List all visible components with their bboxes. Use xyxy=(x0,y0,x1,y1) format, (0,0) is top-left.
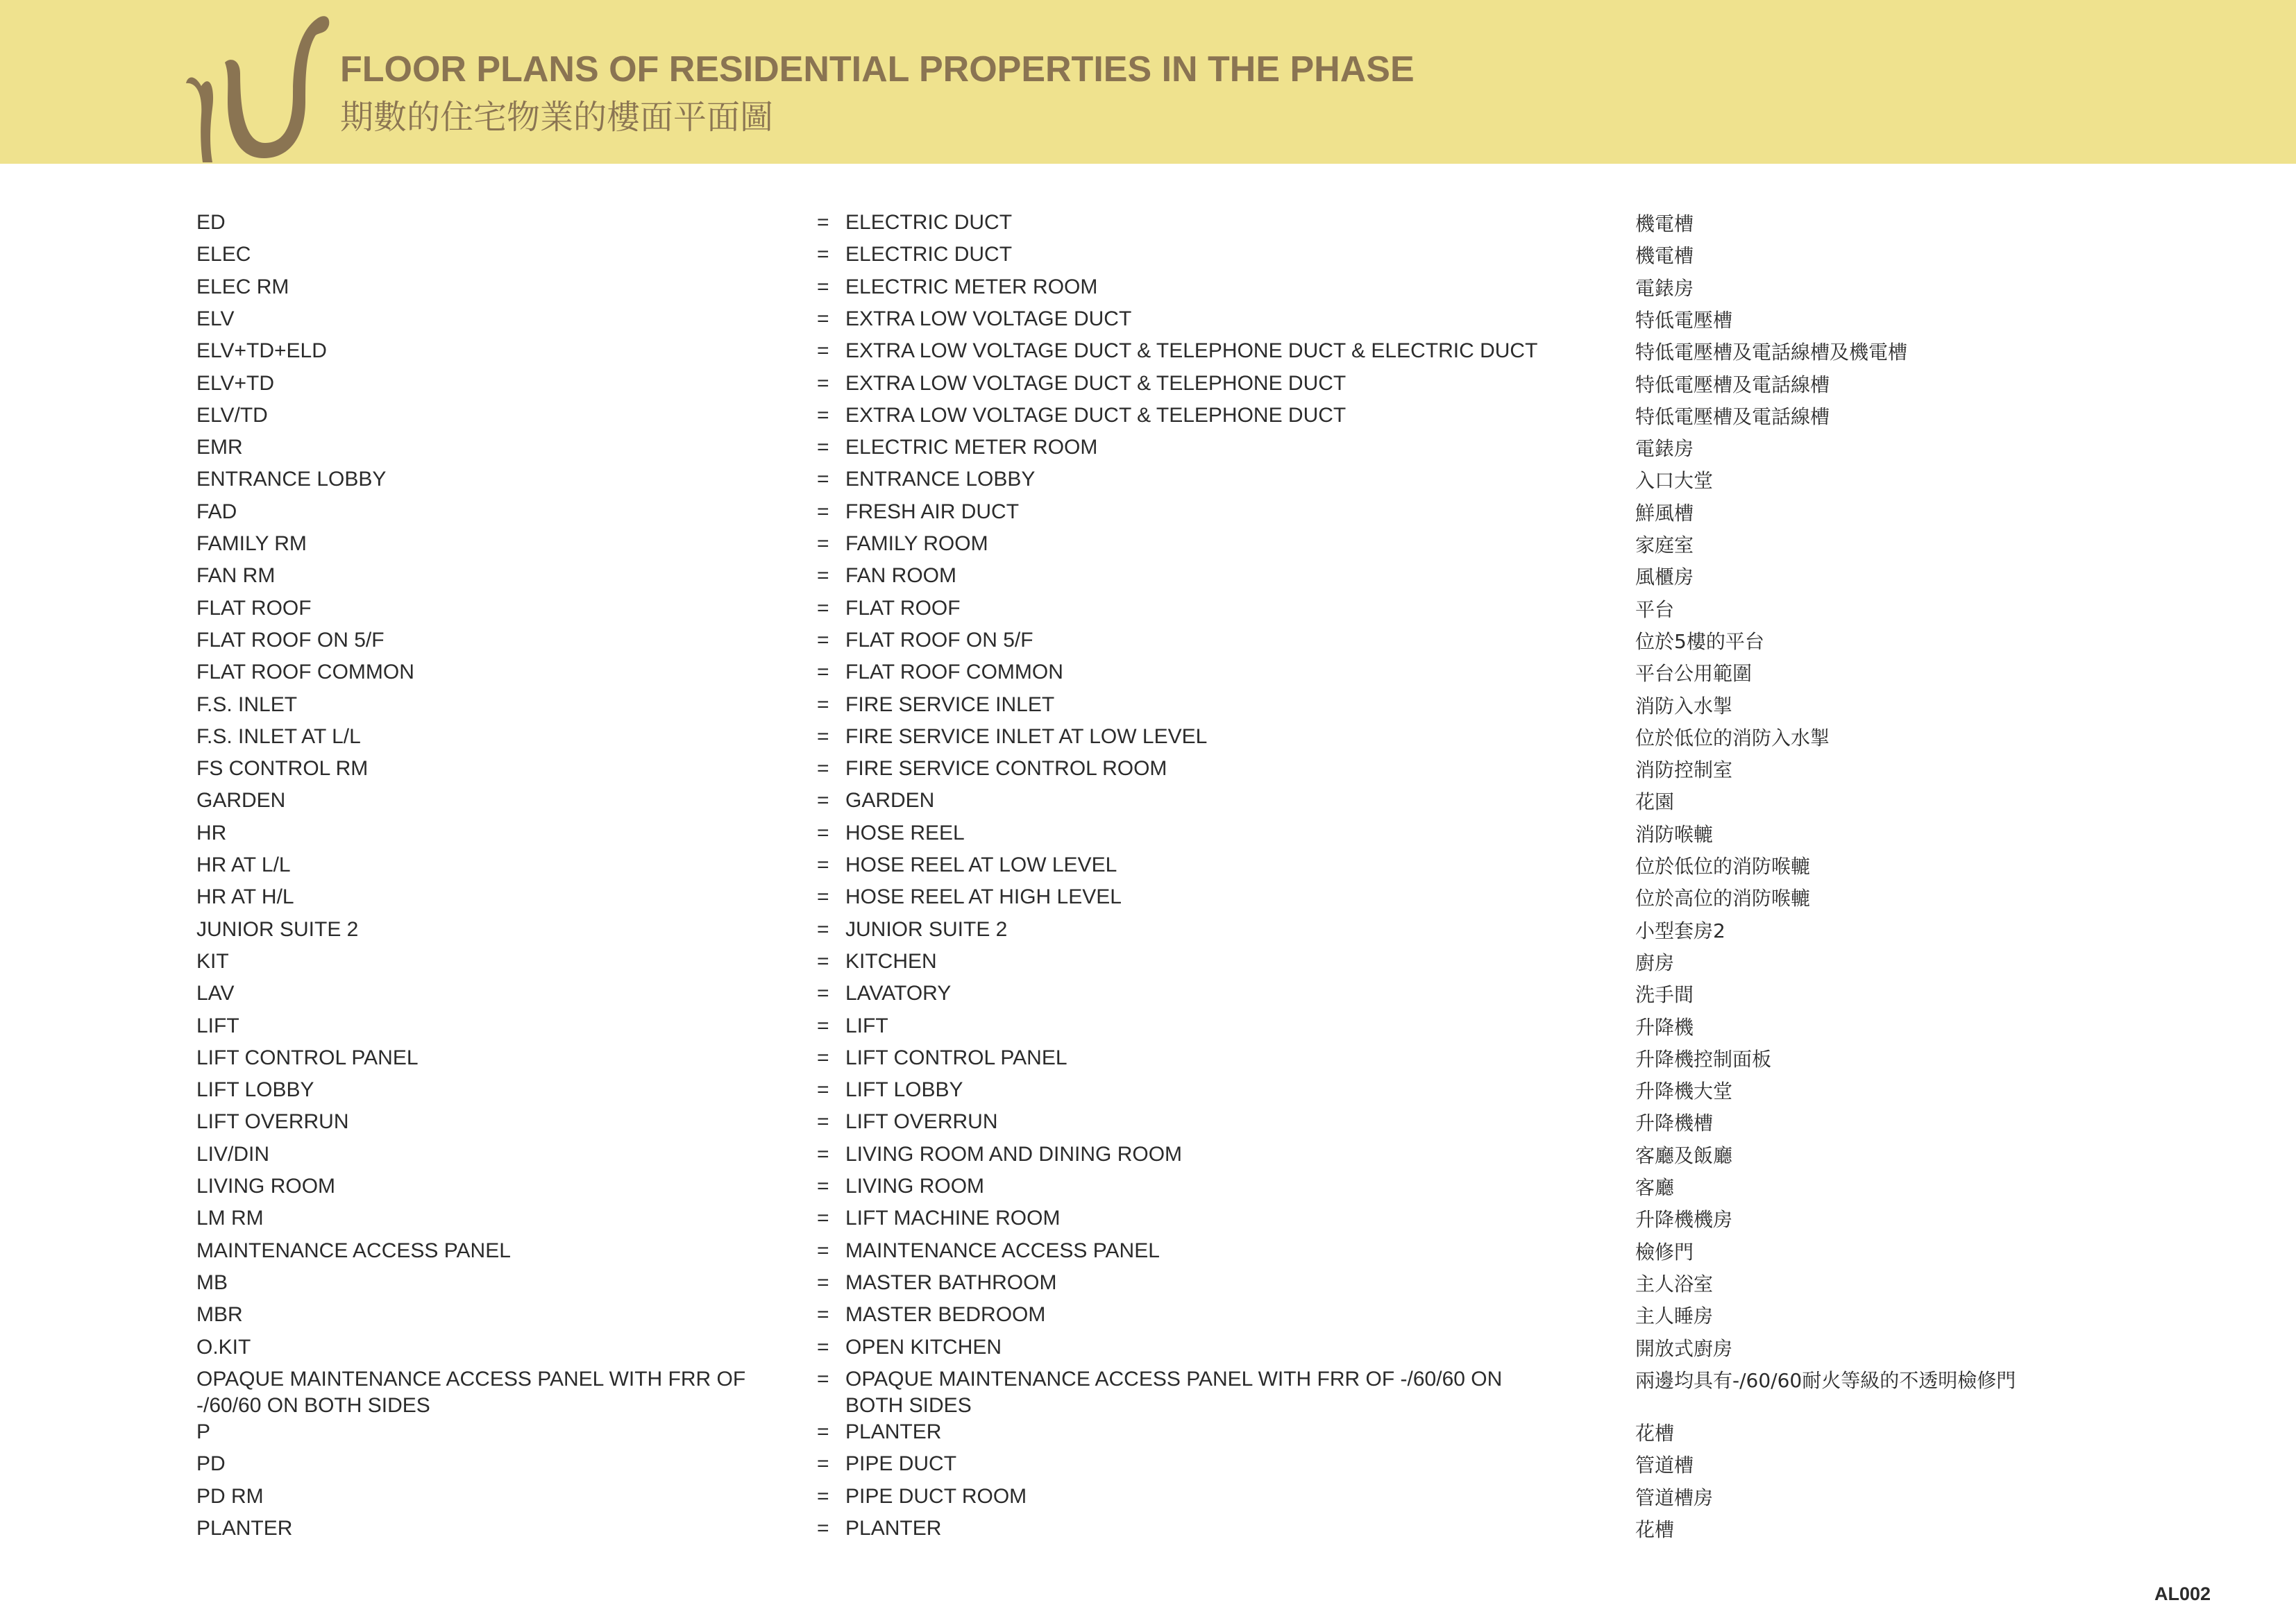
equals-sign: = xyxy=(817,821,829,844)
english-term: LIFT LOBBY xyxy=(845,1078,963,1102)
english-term: ELECTRIC DUCT xyxy=(845,211,1013,234)
chinese-term: 特低電壓槽 xyxy=(1635,308,1733,332)
equals-sign: = xyxy=(817,532,829,555)
english-term: OPAQUE MAINTENANCE ACCESS PANEL WITH FRR OF -/60/60 ON BOTH SIDES xyxy=(845,1367,1503,1417)
equals-sign: = xyxy=(817,371,829,395)
chinese-term: 廚房 xyxy=(1635,951,1675,974)
abbreviation: O.KIT xyxy=(196,1335,251,1359)
equals-sign: = xyxy=(817,596,829,620)
equals-sign: = xyxy=(817,885,829,909)
legend-row xyxy=(0,980,2296,1012)
legend-row xyxy=(0,595,2296,627)
chinese-term: 開放式廚房 xyxy=(1635,1336,1733,1360)
abbreviation: FLAT ROOF xyxy=(196,596,312,620)
abbreviation: KIT xyxy=(196,949,229,973)
chinese-term: 特低電壓槽及電話線槽 xyxy=(1635,405,1830,428)
chinese-term: 鮮風槽 xyxy=(1635,501,1694,525)
legend-row xyxy=(0,1013,2296,1045)
abbreviation: OPAQUE MAINTENANCE ACCESS PANEL WITH FRR OF -/60/60 ON BOTH SIDES xyxy=(196,1367,746,1417)
legend-row xyxy=(0,563,2296,595)
legend-row xyxy=(0,1366,2296,1417)
legend-row xyxy=(0,788,2296,819)
legend-row xyxy=(0,241,2296,273)
abbreviation: ELV+TD xyxy=(196,371,274,395)
legend-row xyxy=(0,852,2296,884)
equals-sign: = xyxy=(817,1142,829,1166)
abbreviation: LM RM xyxy=(196,1207,264,1230)
abbreviation: MB xyxy=(196,1271,228,1294)
legend-row xyxy=(0,692,2296,724)
chinese-term: 消防入水掣 xyxy=(1635,694,1733,717)
legend-row xyxy=(0,820,2296,852)
equals-sign: = xyxy=(817,789,829,813)
equals-sign: = xyxy=(817,564,829,588)
english-term: LIVING ROOM AND DINING ROOM xyxy=(845,1142,1183,1166)
english-term: HOSE REEL AT HIGH LEVEL xyxy=(845,885,1122,909)
chinese-term: 花槽 xyxy=(1635,1518,1675,1541)
equals-sign: = xyxy=(817,692,829,716)
chinese-term: 入口大堂 xyxy=(1635,469,1714,493)
abbreviation: P xyxy=(196,1420,211,1444)
legend-row xyxy=(0,402,2296,434)
english-term: HOSE REEL xyxy=(845,821,965,844)
chinese-term: 升降機控制面板 xyxy=(1635,1047,1772,1071)
english-term: PLANTER xyxy=(845,1517,942,1540)
chinese-term: 平台公用範圍 xyxy=(1635,662,1753,686)
english-term: OPEN KITCHEN xyxy=(845,1335,1002,1359)
legend-row xyxy=(0,659,2296,691)
chinese-term: 客廳及飯廳 xyxy=(1635,1144,1733,1167)
legend-row xyxy=(0,1302,2296,1334)
legend-row xyxy=(0,756,2296,788)
english-term: FLAT ROOF COMMON xyxy=(845,661,1063,684)
chinese-term: 電錶房 xyxy=(1635,437,1694,461)
legend-row xyxy=(0,531,2296,563)
equals-sign: = xyxy=(817,724,829,748)
abbreviation: FLAT ROOF ON 5/F xyxy=(196,628,385,652)
english-term: LIFT MACHINE ROOM xyxy=(845,1207,1061,1230)
legend-row xyxy=(0,917,2296,949)
abbreviation: ED xyxy=(196,211,226,234)
legend-row xyxy=(0,1270,2296,1302)
english-term: ELECTRIC METER ROOM xyxy=(845,275,1098,298)
abbreviation: FS CONTROL RM xyxy=(196,757,369,781)
english-term: MASTER BATHROOM xyxy=(845,1271,1057,1294)
abbreviation: PD xyxy=(196,1452,226,1476)
equals-sign: = xyxy=(817,982,829,1005)
legend-row xyxy=(0,1173,2296,1205)
equals-sign: = xyxy=(817,1517,829,1540)
english-term: FLAT ROOF xyxy=(845,596,961,620)
english-term: EXTRA LOW VOLTAGE DUCT & TELEPHONE DUCT xyxy=(845,403,1347,427)
equals-sign: = xyxy=(817,1175,829,1198)
abbreviation: ELEC RM xyxy=(196,275,289,298)
chinese-term: 平台 xyxy=(1635,597,1675,621)
english-term: PIPE DUCT ROOM xyxy=(845,1484,1027,1508)
equals-sign: = xyxy=(817,757,829,781)
abbreviation: ELV/TD xyxy=(196,403,268,427)
chinese-term: 消防喉轆 xyxy=(1635,822,1714,846)
abbreviation: LAV xyxy=(196,982,235,1005)
abbreviation: HR AT L/L xyxy=(196,853,291,876)
english-term: EXTRA LOW VOLTAGE DUCT & TELEPHONE DUCT & ELECTRIC DUCT xyxy=(845,339,1538,363)
equals-sign: = xyxy=(817,436,829,459)
equals-sign: = xyxy=(817,275,829,298)
legend-row xyxy=(0,434,2296,466)
english-term: LIFT CONTROL PANEL xyxy=(845,1046,1067,1069)
chinese-term: 機電槽 xyxy=(1635,212,1694,235)
chinese-term: 位於低位的消防喉轆 xyxy=(1635,855,1811,878)
english-term: FLAT ROOF ON 5/F xyxy=(845,628,1033,652)
equals-sign: = xyxy=(817,243,829,266)
chinese-term: 位於高位的消防喉轆 xyxy=(1635,887,1811,910)
equals-sign: = xyxy=(817,917,829,941)
equals-sign: = xyxy=(817,339,829,363)
chinese-term: 洗手間 xyxy=(1635,983,1694,1007)
abbreviation: LIFT LOBBY xyxy=(196,1078,314,1102)
equals-sign: = xyxy=(817,628,829,652)
abbreviation: ELV+TD+ELD xyxy=(196,339,327,363)
chinese-term: 檢修門 xyxy=(1635,1240,1694,1264)
equals-sign: = xyxy=(817,1367,829,1391)
legend-row xyxy=(0,1451,2296,1483)
legend-row xyxy=(0,466,2296,498)
english-term: LIFT xyxy=(845,1014,888,1037)
abbreviation: LIFT OVERRUN xyxy=(196,1110,349,1134)
legend-row xyxy=(0,1515,2296,1547)
chinese-term: 電錶房 xyxy=(1635,276,1694,300)
english-term: LIVING ROOM xyxy=(845,1175,985,1198)
abbreviation: HR AT H/L xyxy=(196,885,294,909)
legend-row xyxy=(0,1484,2296,1515)
equals-sign: = xyxy=(817,1420,829,1444)
legend-row xyxy=(0,949,2296,980)
chinese-term: 升降機 xyxy=(1635,1015,1694,1039)
equals-sign: = xyxy=(817,1046,829,1069)
english-term: FIRE SERVICE CONTROL ROOM xyxy=(845,757,1167,781)
equals-sign: = xyxy=(817,500,829,523)
abbreviation: FAMILY RM xyxy=(196,532,307,555)
abbreviation: FAN RM xyxy=(196,564,276,588)
chinese-term: 升降機機房 xyxy=(1635,1208,1733,1232)
chinese-term: 升降機槽 xyxy=(1635,1112,1714,1135)
chinese-term: 特低電壓槽及電話線槽 xyxy=(1635,373,1830,396)
english-term: FIRE SERVICE INLET AT LOW LEVEL xyxy=(845,724,1208,748)
legend-row xyxy=(0,1334,2296,1366)
english-term: PIPE DUCT xyxy=(845,1452,957,1476)
chinese-term: 主人浴室 xyxy=(1635,1272,1714,1295)
legend-row xyxy=(0,724,2296,756)
abbreviation: JUNIOR SUITE 2 xyxy=(196,917,359,941)
english-term: MASTER BEDROOM xyxy=(845,1303,1046,1327)
legend-row xyxy=(0,499,2296,531)
equals-sign: = xyxy=(817,1452,829,1476)
abbreviation: EMR xyxy=(196,436,243,459)
english-term: MAINTENANCE ACCESS PANEL xyxy=(845,1239,1160,1262)
legend-row xyxy=(0,338,2296,370)
legend-row xyxy=(0,1419,2296,1451)
english-term: LAVATORY xyxy=(845,982,952,1005)
equals-sign: = xyxy=(817,1271,829,1294)
abbreviation: FLAT ROOF COMMON xyxy=(196,661,414,684)
abbreviation: FAD xyxy=(196,500,237,523)
page-title: FLOOR PLANS OF RESIDENTIAL PROPERTIES IN THE PHASE xyxy=(340,49,1415,90)
chinese-term: 主人睡房 xyxy=(1635,1305,1714,1328)
english-term: ELECTRIC METER ROOM xyxy=(845,436,1098,459)
page-title-chinese: 期數的住宅物業的樓面平面圖 xyxy=(340,98,774,137)
equals-sign: = xyxy=(817,1239,829,1262)
legend-row xyxy=(0,210,2296,241)
abbreviation: PD RM xyxy=(196,1484,264,1508)
chinese-term: 風櫃房 xyxy=(1635,566,1694,589)
chinese-term: 客廳 xyxy=(1635,1176,1675,1199)
chinese-term: 位於5樓的平台 xyxy=(1635,629,1764,653)
legend-row xyxy=(0,306,2296,338)
abbreviation: ELV xyxy=(196,307,235,330)
legend-row xyxy=(0,1109,2296,1141)
equals-sign: = xyxy=(817,468,829,491)
equals-sign: = xyxy=(817,949,829,973)
abbreviation: MAINTENANCE ACCESS PANEL xyxy=(196,1239,511,1262)
english-term: LIFT OVERRUN xyxy=(845,1110,998,1134)
abbreviation: F.S. INLET AT L/L xyxy=(196,724,361,748)
chinese-term: 管道槽 xyxy=(1635,1454,1694,1477)
equals-sign: = xyxy=(817,1110,829,1134)
chinese-term: 機電槽 xyxy=(1635,244,1694,268)
abbreviation: LIV/DIN xyxy=(196,1142,270,1166)
equals-sign: = xyxy=(817,403,829,427)
equals-sign: = xyxy=(817,1303,829,1327)
legend-row xyxy=(0,1141,2296,1173)
legend-row xyxy=(0,1205,2296,1237)
equals-sign: = xyxy=(817,1078,829,1102)
equals-sign: = xyxy=(817,1335,829,1359)
abbreviation: GARDEN xyxy=(196,789,286,813)
english-term: FRESH AIR DUCT xyxy=(845,500,1020,523)
english-term: EXTRA LOW VOLTAGE DUCT xyxy=(845,307,1132,330)
english-term: JUNIOR SUITE 2 xyxy=(845,917,1008,941)
chinese-term: 花園 xyxy=(1635,790,1675,814)
abbreviation: PLANTER xyxy=(196,1517,293,1540)
english-term: GARDEN xyxy=(845,789,935,813)
equals-sign: = xyxy=(817,1014,829,1037)
chinese-term: 兩邊均具有-/60/60耐火等級的不透明檢修門 xyxy=(1635,1368,2016,1392)
english-term: EXTRA LOW VOLTAGE DUCT & TELEPHONE DUCT xyxy=(845,371,1347,395)
legend-row xyxy=(0,1238,2296,1270)
legend-row xyxy=(0,1077,2296,1109)
chinese-term: 特低電壓槽及電話線槽及機電槽 xyxy=(1635,341,1908,364)
legend-row xyxy=(0,371,2296,402)
equals-sign: = xyxy=(817,853,829,876)
equals-sign: = xyxy=(817,1207,829,1230)
abbreviation: F.S. INLET xyxy=(196,692,298,716)
abbreviation: ELEC xyxy=(196,243,251,266)
chinese-term: 花槽 xyxy=(1635,1422,1675,1445)
chinese-term: 管道槽房 xyxy=(1635,1486,1714,1509)
legend-row xyxy=(0,274,2296,306)
abbreviation: ENTRANCE LOBBY xyxy=(196,468,387,491)
abbreviation: LIFT xyxy=(196,1014,239,1037)
equals-sign: = xyxy=(817,661,829,684)
english-term: ELECTRIC DUCT xyxy=(845,243,1013,266)
english-term: KITCHEN xyxy=(845,949,937,973)
english-term: ENTRANCE LOBBY xyxy=(845,468,1036,491)
equals-sign: = xyxy=(817,1484,829,1508)
abbreviation: MBR xyxy=(196,1303,243,1327)
equals-sign: = xyxy=(817,211,829,234)
legend-row xyxy=(0,1045,2296,1077)
english-term: FAMILY ROOM xyxy=(845,532,988,555)
abbreviation: HR xyxy=(196,821,227,844)
chinese-term: 升降機大堂 xyxy=(1635,1080,1733,1103)
legend-row xyxy=(0,627,2296,659)
english-term: FAN ROOM xyxy=(845,564,957,588)
chinese-term: 家庭室 xyxy=(1635,534,1694,556)
english-term: HOSE REEL AT LOW LEVEL xyxy=(845,853,1117,876)
english-term: FIRE SERVICE INLET xyxy=(845,692,1055,716)
abbreviation: LIFT CONTROL PANEL xyxy=(196,1046,419,1069)
page-code: AL002 xyxy=(2154,1583,2211,1604)
chinese-term: 消防控制室 xyxy=(1635,758,1733,782)
chinese-term: 小型套房2 xyxy=(1635,919,1725,942)
english-term: PLANTER xyxy=(845,1420,942,1444)
equals-sign: = xyxy=(817,307,829,330)
legend-row xyxy=(0,884,2296,916)
chinese-term: 位於低位的消防入水掣 xyxy=(1635,726,1830,749)
abbreviation: LIVING ROOM xyxy=(196,1175,336,1198)
